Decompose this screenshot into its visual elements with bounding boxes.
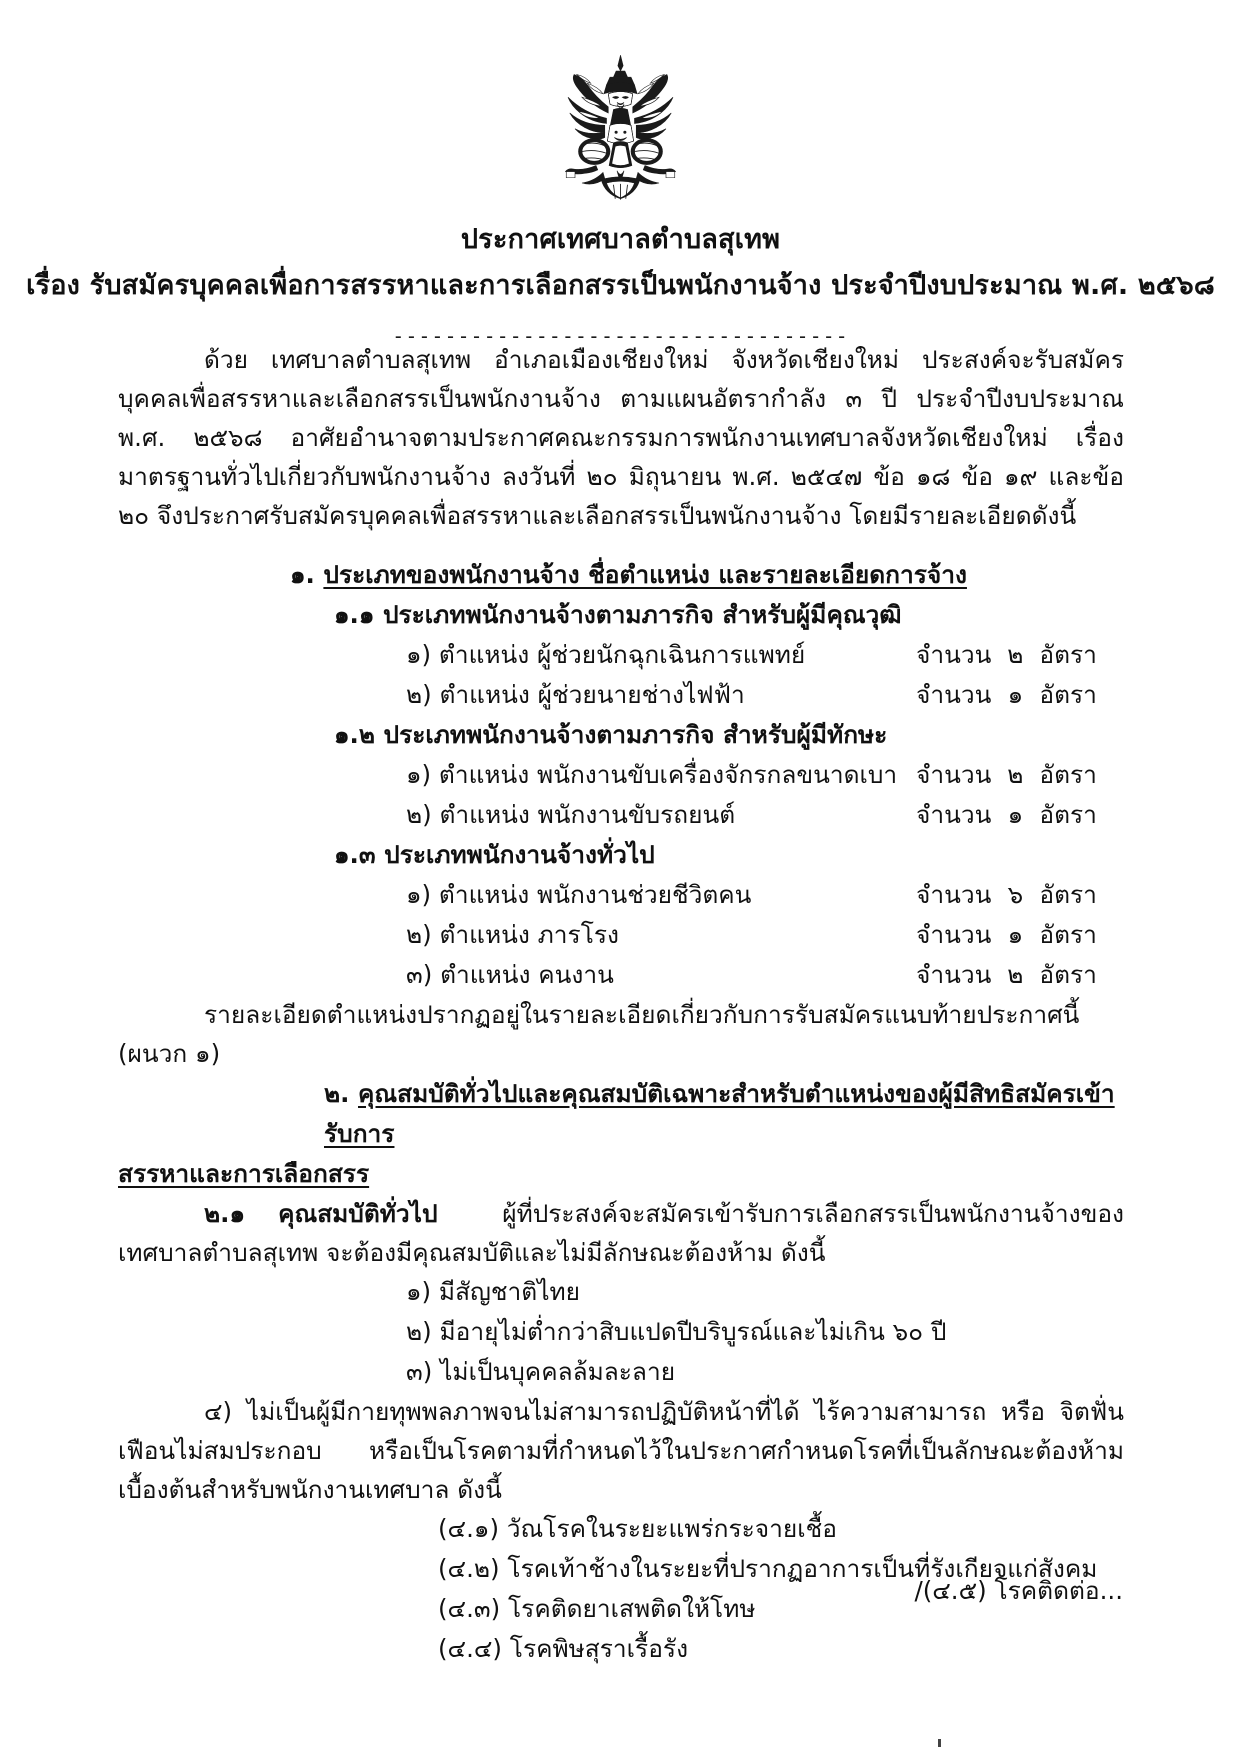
qualification-index: ๓) xyxy=(406,1357,433,1386)
qualification-index: ๔) xyxy=(204,1397,233,1426)
disease-index: (๔.๓) xyxy=(438,1594,501,1623)
intro-paragraph: ด้วย เทศบาลตำบลสุเทพ อำเภอเมืองเชียงใหม่ จังหวัดเชียงใหม่ ประสงค์จะรับสมัครบุคคลเพื่อสรรหาและเลือกสรรเป็นพนักงานจ้าง ตามแผนอัตรากำลัง ๓ ปี ประจำปีงบประมาณ พ.ศ. ๒๕๖๘ อาศัยอำนาจตามประกาศคณะกรรมการพนักงานเทศบาลจังหวัดเชียงใหม่ เรื่อง มาตรฐานทั่วไปเกี่ยวกับพนักงานจ้าง ลงวันที่ ๒๐ มิถุนายน พ.ศ. ๒๕๔๗ ข้อ ๑๘ ข้อ ๑๙ และข้อ ๒๐ จึงประกาศรับสมัครบุคคลเพื่อสรรหาและเลือกสรรเป็นพนักงานจ้าง โดยมีรายละเอียดดังนี้ xyxy=(118,345,1124,530)
page-title: ประกาศเทศบาลตำบลสุเทพ xyxy=(460,224,781,255)
qty-label: จำนวน xyxy=(916,880,992,909)
position-quantity xyxy=(916,915,1097,955)
qty-label: จำนวน xyxy=(916,760,992,789)
position-row xyxy=(118,875,1124,915)
qty-unit: อัตรา xyxy=(1039,680,1097,709)
qualification-text: ไม่เป็นบุคคลล้มละลาย xyxy=(440,1357,676,1386)
qty-value: ๒ xyxy=(1007,640,1024,669)
position-row xyxy=(118,795,1124,835)
position-quantity xyxy=(916,955,1097,995)
qty-value: ๑ xyxy=(1007,800,1024,829)
section-1-title: ประเภทของพนักงานจ้าง ชื่อตำแหน่ง และรายละเอียดการจ้าง xyxy=(323,560,967,589)
position-prefix: ตำแหน่ง xyxy=(439,800,530,829)
position-row xyxy=(118,915,1124,955)
position-prefix: ตำแหน่ง xyxy=(439,680,530,709)
qty-unit: อัตรา xyxy=(1039,640,1097,669)
document-header xyxy=(0,222,1241,348)
section-2-heading-cont xyxy=(118,1154,1124,1194)
position-label xyxy=(406,635,916,675)
section-2-1-text: ผู้ที่ประสงค์จะสมัครเข้ารับการเลือกสรรเป็นพนักงานจ้างของเทศบาลตำบลสุเทพ จะต้องมีคุณสมบัติและไม่มีลักษณะต้องห้าม ดังนี้ xyxy=(118,1199,1124,1267)
qty-unit: อัตรา xyxy=(1039,880,1097,909)
disease-index: (๔.๑) xyxy=(438,1514,499,1543)
qualification-item xyxy=(118,1312,1124,1352)
qty-unit: อัตรา xyxy=(1039,920,1097,949)
disease-index: (๔.๒) xyxy=(438,1554,500,1583)
disease-text: โรคเท้าช้างในระยะที่ปรากฏอาการเป็นที่รังเกียจแก่สังคม xyxy=(507,1554,1098,1583)
position-label xyxy=(406,955,916,995)
section-2-title-line-2: สรรหาและการเลือกสรร xyxy=(118,1159,370,1188)
position-prefix: ตำแหน่ง xyxy=(438,880,530,909)
position-prefix: ตำแหน่ง xyxy=(438,640,530,669)
qualification-text: ไม่เป็นผู้มีกายทุพพลภาพจนไม่สามารถปฏิบัติหน้าที่ได้ ไร้ความสามารถ หรือ จิตฟั่นเฟือนไม่สมประกอบ หรือเป็นโรคตามที่กำหนดไว้ในประกาศกำหนดโรคที่เป็นลักษณะต้องห้ามเบื้องต้นสำหรับพนักงานเทศบาล ดังนี้ xyxy=(118,1397,1124,1504)
group-1-2-label: ๑.๒ ประเภทพนักงานจ้างตามภารกิจ สำหรับผู้มีทักษะ xyxy=(334,720,888,749)
dashed-separator: ----------------------------------- xyxy=(392,323,849,348)
position-index: ๒) xyxy=(406,800,432,829)
position-name: พนักงานขับเครื่องจักรกลขนาดเบา xyxy=(537,760,898,789)
qualification-text: มีสัญชาติไทย xyxy=(438,1277,581,1306)
document-body xyxy=(118,340,1124,1669)
qty-unit: อัตรา xyxy=(1039,800,1097,829)
section-2-1-label: ๒.๑ คุณสมบัติทั่วไป xyxy=(204,1199,438,1228)
qty-unit: อัตรา xyxy=(1039,760,1097,789)
position-prefix: ตำแหน่ง xyxy=(438,760,530,789)
qualification-item xyxy=(118,1272,1124,1312)
position-index: ๑) xyxy=(406,760,432,789)
qty-value: ๒ xyxy=(1007,960,1024,989)
position-index: ๑) xyxy=(406,640,432,669)
qty-value: ๑ xyxy=(1007,680,1024,709)
qty-label: จำนวน xyxy=(916,920,992,949)
position-quantity xyxy=(916,635,1097,675)
position-quantity xyxy=(916,675,1097,715)
qty-label: จำนวน xyxy=(916,960,992,989)
disease-text: โรคติดยาเสพติดให้โทษ xyxy=(508,1594,756,1623)
position-index: ๒) xyxy=(406,680,432,709)
emblem-container xyxy=(0,48,1241,206)
continuation-marker: /(๔.๕) โรคติดต่อ... xyxy=(914,1576,1123,1605)
position-label xyxy=(406,795,916,835)
qualification-item-4 xyxy=(118,1392,1124,1509)
section-2-1-paragraph xyxy=(118,1194,1124,1272)
position-label xyxy=(406,675,916,715)
disease-text: วัณโรคในระยะแพร่กระจายเชื้อ xyxy=(506,1514,837,1543)
qty-label: จำนวน xyxy=(916,640,992,669)
position-row xyxy=(118,675,1124,715)
position-label xyxy=(406,915,916,955)
qualification-item xyxy=(118,1352,1124,1392)
position-name: ผู้ช่วยนายช่างไฟฟ้า xyxy=(537,680,745,709)
position-name: พนักงานขับรถยนต์ xyxy=(537,800,736,829)
qualification-index: ๒) xyxy=(406,1317,432,1346)
position-index: ๑) xyxy=(406,880,432,909)
scan-artifact xyxy=(938,1739,941,1747)
qty-value: ๑ xyxy=(1007,920,1024,949)
position-label xyxy=(406,755,916,795)
section-2-title-line-1: คุณสมบัติทั่วไปและคุณสมบัติเฉพาะสำหรับตำแหน่งของผู้มีสิทธิสมัครเข้ารับการ xyxy=(324,1079,1115,1148)
group-1-1-label: ๑.๑ ประเภทพนักงานจ้างตามภารกิจ สำหรับผู้มีคุณวุฒิ xyxy=(334,600,902,629)
qualification-index: ๑) xyxy=(406,1277,432,1306)
position-label xyxy=(406,875,916,915)
position-name: ผู้ช่วยนักฉุกเฉินการแพทย์ xyxy=(537,640,806,669)
section-1-closing-note: รายละเอียดตำแหน่งปรากฏอยู่ในรายละเอียดเกี่ยวกับการรับสมัครแนบท้ายประกาศนี้ xyxy=(204,1000,1080,1029)
qty-label: จำนวน xyxy=(916,680,992,709)
position-row xyxy=(118,635,1124,675)
position-index: ๓) xyxy=(406,960,433,989)
position-row xyxy=(118,955,1124,995)
garuda-emblem xyxy=(533,48,708,206)
position-quantity xyxy=(916,795,1097,835)
disease-item xyxy=(118,1629,1124,1669)
position-name: ภารโรง xyxy=(537,920,619,949)
qty-value: ๒ xyxy=(1007,760,1024,789)
qty-label: จำนวน xyxy=(916,800,992,829)
annex-label: (ผนวก ๑) xyxy=(118,1039,221,1068)
position-quantity xyxy=(916,875,1097,915)
section-1-heading xyxy=(118,555,1124,595)
position-prefix: ตำแหน่ง xyxy=(440,960,531,989)
position-name: คนงาน xyxy=(538,960,614,989)
position-row xyxy=(118,755,1124,795)
subject-line: เรื่อง รับสมัครบุคคลเพื่อการสรรหาและการเลือกสรรเป็นพนักงานจ้าง ประจำปีงบประมาณ พ.ศ. ๒๕๖๘ xyxy=(26,270,1215,302)
position-prefix: ตำแหน่ง xyxy=(439,920,530,949)
position-index: ๒) xyxy=(406,920,432,949)
position-name: พนักงานช่วยชีวิตคน xyxy=(537,880,752,909)
group-1-3-label: ๑.๓ ประเภทพนักงานจ้างทั่วไป xyxy=(334,840,655,869)
qty-value: ๖ xyxy=(1007,880,1024,909)
qualification-text: มีอายุไม่ต่ำกว่าสิบแปดปีบริบูรณ์และไม่เกิน ๖๐ ปี xyxy=(439,1317,947,1346)
disease-index: (๔.๔) xyxy=(438,1634,502,1663)
disease-text: โรคพิษสุราเรื้อรัง xyxy=(509,1634,689,1663)
qty-unit: อัตรา xyxy=(1039,960,1097,989)
section-2-number: ๒. xyxy=(324,1079,350,1108)
section-1-number: ๑. xyxy=(290,560,315,589)
position-quantity xyxy=(916,755,1097,795)
disease-item xyxy=(118,1509,1124,1549)
section-2-heading xyxy=(118,1074,1124,1154)
